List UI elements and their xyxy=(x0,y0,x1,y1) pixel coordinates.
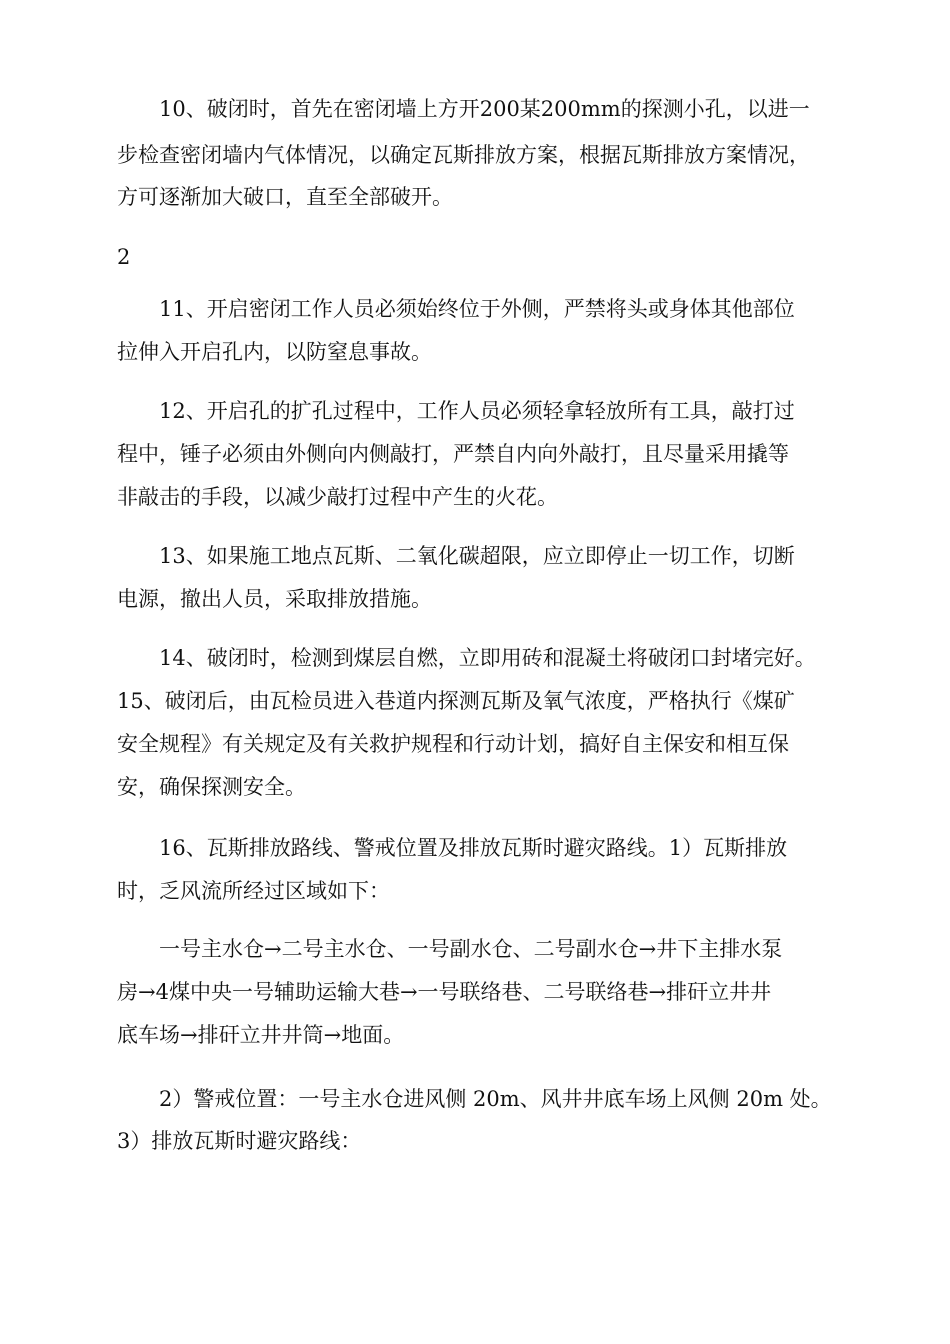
paragraph-14-line-1: 14、破闭时，检测到煤层自燃，立即用砖和混凝土将破闭口封堵完好。 xyxy=(159,646,816,670)
paragraph-13-line-1: 13、如果施工地点瓦斯、二氧化碳超限，应立即停止一切工作，切断 xyxy=(159,544,795,568)
paragraph-12-line-1: 12、开启孔的扩孔过程中，工作人员必须轻拿轻放所有工具，敲打过 xyxy=(159,399,795,423)
paragraph-11-line-1: 11、开启密闭工作人员必须始终位于外侧，严禁将头或身体其他部位 xyxy=(159,297,795,321)
paragraph-11-line-2: 拉伸入开启孔内，以防窒息事故。 xyxy=(117,340,432,364)
paragraph-15-line-1: 15、破闭后，由瓦检员进入巷道内探测瓦斯及氧气浓度，严格执行《煤矿 xyxy=(117,689,795,713)
paragraph-10-line-3: 方可逐渐加大破口，直至全部破开。 xyxy=(117,185,453,209)
page-number: 2 xyxy=(117,245,131,269)
paragraph-16-line-2: 时，乏风流所经过区域如下： xyxy=(117,879,390,903)
paragraph-12-line-3: 非敲击的手段，以减少敲打过程中产生的火花。 xyxy=(117,485,558,509)
paragraph-10-line-1: 10、破闭时，首先在密闭墙上方开200某200mm的探测小孔，以进一 xyxy=(159,97,810,121)
route-line-2: 房→4煤中央一号辅助运输大巷→一号联络巷、二号联络巷→排矸立井井 xyxy=(117,980,772,1004)
warning-line-1: 2）警戒位置：一号主水仓进风侧 20m、风井井底车场上风侧 20m 处。 xyxy=(159,1087,832,1111)
paragraph-13-line-2: 电源，撤出人员，采取排放措施。 xyxy=(117,587,432,611)
paragraph-10-line-2: 步检查密闭墙内气体情况，以确定瓦斯排放方案，根据瓦斯排放方案情况， xyxy=(117,143,810,167)
paragraph-15-line-2: 安全规程》有关规定及有关救护规程和行动计划，搞好自主保安和相互保 xyxy=(117,732,789,756)
route-line-1: 一号主水仓→二号主水仓、一号副水仓、二号副水仓→井下主排水泵 xyxy=(159,937,783,961)
paragraph-15-line-3: 安，确保探测安全。 xyxy=(117,775,306,799)
paragraph-16-line-1: 16、瓦斯排放路线、警戒位置及排放瓦斯时避灾路线。1）瓦斯排放 xyxy=(159,836,788,860)
warning-line-2: 3）排放瓦斯时避灾路线： xyxy=(117,1129,362,1153)
paragraph-12-line-2: 程中，锤子必须由外侧向内侧敲打，严禁自内向外敲打，且尽量采用撬等 xyxy=(117,442,789,466)
route-line-3: 底车场→排矸立井井筒→地面。 xyxy=(117,1023,405,1047)
